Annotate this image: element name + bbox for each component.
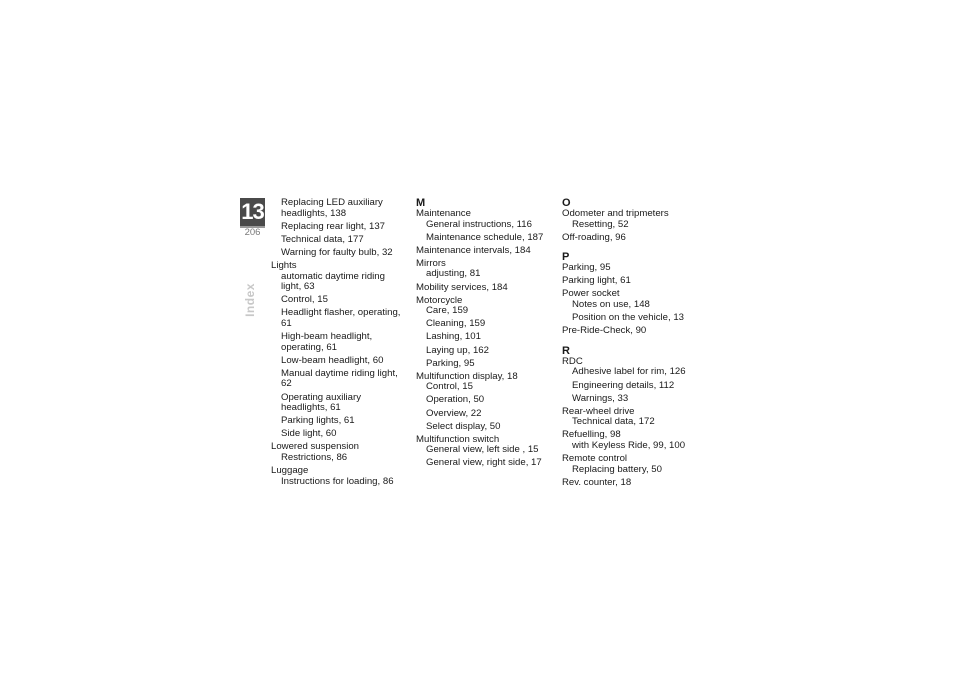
index-subentry: Replacing rear light, 137	[281, 220, 385, 232]
index-subentry: Maintenance schedule, 187	[426, 231, 544, 243]
index-subentry: Care, 159	[426, 305, 469, 317]
index-column-3	[562, 198, 712, 488]
index-subentry: Overview, 22	[426, 407, 482, 419]
index-subentry: High-beam headlight,	[281, 331, 373, 343]
index-subentry: Adhesive label for rim, 126	[572, 366, 686, 378]
index-subentry: Engineering details, 112	[572, 379, 675, 391]
section-label	[240, 280, 260, 320]
index-subentry: Parking lights, 61	[281, 415, 355, 427]
index-entry: Rev. counter, 18	[562, 476, 632, 488]
index-subentry: Replacing LED auxiliary	[281, 197, 383, 208]
index-entry: Rear-wheel drive	[562, 405, 635, 417]
index-entry: Maintenance	[416, 208, 471, 219]
index-letter-heading: O	[562, 197, 571, 209]
index-subentry: headlights, 138	[281, 207, 347, 219]
index-letter-heading: M	[416, 197, 426, 209]
index-subentry: General view, right side, 17	[426, 457, 542, 469]
index-subentry: Side light, 60	[281, 428, 337, 440]
index-entry: Lights	[271, 259, 297, 271]
index-entry: Remote control	[562, 453, 628, 465]
index-subentry: Headlight flasher, operating, 61	[281, 307, 401, 329]
section-gap	[562, 337, 712, 346]
index-subentry: Resetting, 52	[572, 218, 629, 230]
index-subentry: operating, 61	[281, 341, 338, 353]
index-subentry: General instructions, 116	[426, 218, 532, 230]
index-subentry: General view, left side , 15	[426, 444, 539, 456]
index-subentry: Parking, 95	[426, 357, 475, 369]
index-subentry: light, 63	[281, 281, 315, 293]
index-subentry: Select display, 50	[426, 420, 501, 432]
index-subentry: automatic daytime riding	[281, 270, 385, 282]
index-entry: Refuelling, 98	[562, 429, 621, 441]
index-subentry: Lashing, 101	[426, 331, 481, 343]
index-column-2	[416, 198, 556, 469]
index-entry: Parking, 95	[562, 262, 611, 274]
index-subentry: Control, 15	[281, 294, 328, 306]
index-subentry: Cleaning, 159	[426, 318, 486, 330]
section-gap	[562, 243, 712, 252]
index-subentry: Warning for faulty bulb, 32	[281, 246, 393, 258]
index-entry: Mirrors	[416, 257, 446, 269]
index-entry: Motorcycle	[416, 294, 463, 306]
index-subentry: Operating auxiliary	[281, 391, 361, 403]
index-subentry: headlights, 61	[281, 402, 341, 414]
chapter-number: 13	[241, 199, 264, 224]
index-subentry: Warnings, 33	[572, 392, 629, 404]
index-entry: Maintenance intervals, 184	[416, 244, 531, 256]
index-entry: Luggage	[271, 465, 309, 477]
index-entry: Multifunction display, 18	[416, 370, 518, 382]
index-subentry: Notes on use, 148	[572, 299, 650, 311]
index-subentry: Operation, 50	[426, 394, 485, 406]
index-subentry: Control, 15	[426, 381, 473, 393]
index-entry: Odometer and tripmeters	[562, 208, 669, 219]
index-subentry: Restrictions, 86	[281, 451, 348, 463]
index-subentry: Instructions for loading, 86	[281, 475, 394, 487]
index-subentry: Manual daytime riding light, 62	[281, 367, 398, 390]
index-subentry: Technical data, 172	[572, 416, 655, 428]
index-entry: Parking light, 61	[562, 275, 631, 287]
index-subentry: Replacing battery, 50	[572, 463, 662, 475]
index-entry: Power socket	[562, 288, 620, 300]
index-letter-heading: R	[562, 344, 570, 357]
index-subentry: adjusting, 81	[426, 268, 481, 280]
index-entry: Off-roading, 96	[562, 231, 626, 243]
index-subentry: with Keyless Ride, 99, 100	[572, 440, 686, 451]
section-label-text: Index	[243, 283, 257, 317]
index-subentry: Laying up, 162	[426, 344, 489, 356]
page-number: 206	[244, 227, 261, 238]
index-entry: Lowered suspension	[271, 441, 360, 453]
index-entry: Multifunction switch	[416, 433, 500, 445]
index-entry: Pre-Ride-Check, 90	[562, 325, 647, 337]
index-column-1	[271, 198, 411, 487]
index-subentry: Low-beam headlight, 60	[281, 354, 384, 366]
index-subentry: Technical data, 177	[281, 233, 364, 245]
index-entry: Mobility services, 184	[416, 281, 508, 293]
index-letter-heading: P	[562, 251, 570, 264]
index-subentry: Position on the vehicle, 13	[572, 312, 685, 324]
index-entry: RDC	[562, 355, 583, 367]
